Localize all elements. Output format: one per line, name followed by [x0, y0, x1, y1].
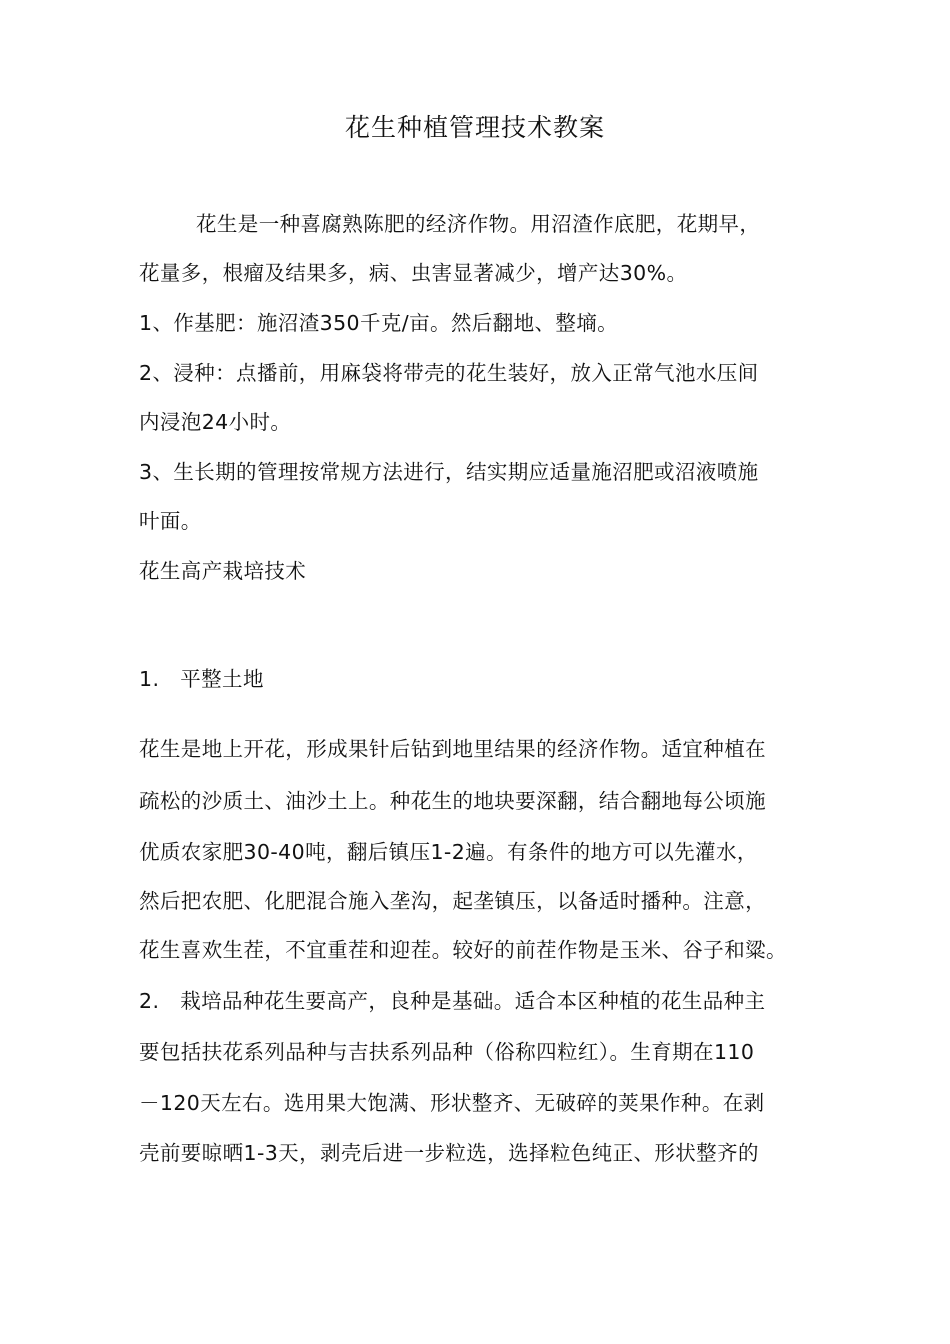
paragraph-line: －120天左右。选用果大饱满、形状整齐、无破碎的荚果作种。在剥 — [139, 1091, 765, 1115]
paragraph-line: 花生喜欢生茬，不宜重茬和迎茬。较好的前茬作物是玉米、谷子和粱。 — [139, 938, 787, 962]
paragraph-line: 2. 栽培品种花生要高产，良种是基础。适合本区种植的花生品种主 — [139, 989, 766, 1013]
paragraph-line: 壳前要晾晒1-3天，剥壳后进一步粒选，选择粒色纯正、形状整齐的 — [139, 1141, 759, 1165]
paragraph-line: 优质农家肥30-40吨，翻后镇压1-2遍。有条件的地方可以先灌水， — [139, 840, 758, 864]
document-title: 花生种植管理技术教案 — [344, 113, 605, 142]
paragraph-line: 3、生长期的管理按常规方法进行，结实期应适量施沼肥或沼液喷施 — [139, 460, 759, 484]
paragraph-line: 叶面。 — [139, 509, 202, 533]
paragraph-line: 1、作基肥：施沼渣350千克/亩。然后翻地、整墒。 — [139, 311, 619, 335]
section-heading: 1. 平整土地 — [139, 667, 264, 691]
paragraph-line: 内浸泡24小时。 — [139, 410, 292, 434]
paragraph-line: 要包括扶花系列品种与吉扶系列品种（俗称四粒红）。生育期在110 — [139, 1040, 755, 1064]
section-heading: 花生高产栽培技术 — [139, 559, 307, 583]
paragraph-line: 花生是地上开花，形成果针后钻到地里结果的经济作物。适宜种植在 — [139, 737, 766, 761]
paragraph-line: 2、浸种：点播前，用麻袋将带壳的花生装好，放入正常气池水压间 — [139, 361, 759, 385]
paragraph-line: 然后把农肥、化肥混合施入垄沟，起垄镇压，以备适时播种。注意， — [139, 889, 766, 913]
paragraph-line: 花量多，根瘤及结果多，病、虫害显著减少，增产达30%。 — [139, 261, 688, 285]
paragraph-line: 疏松的沙质土、油沙土上。种花生的地块要深翻，结合翻地每公顷施 — [139, 789, 766, 813]
paragraph-line: 花生是一种喜腐熟陈肥的经济作物。用沼渣作底肥，花期早， — [196, 212, 761, 236]
